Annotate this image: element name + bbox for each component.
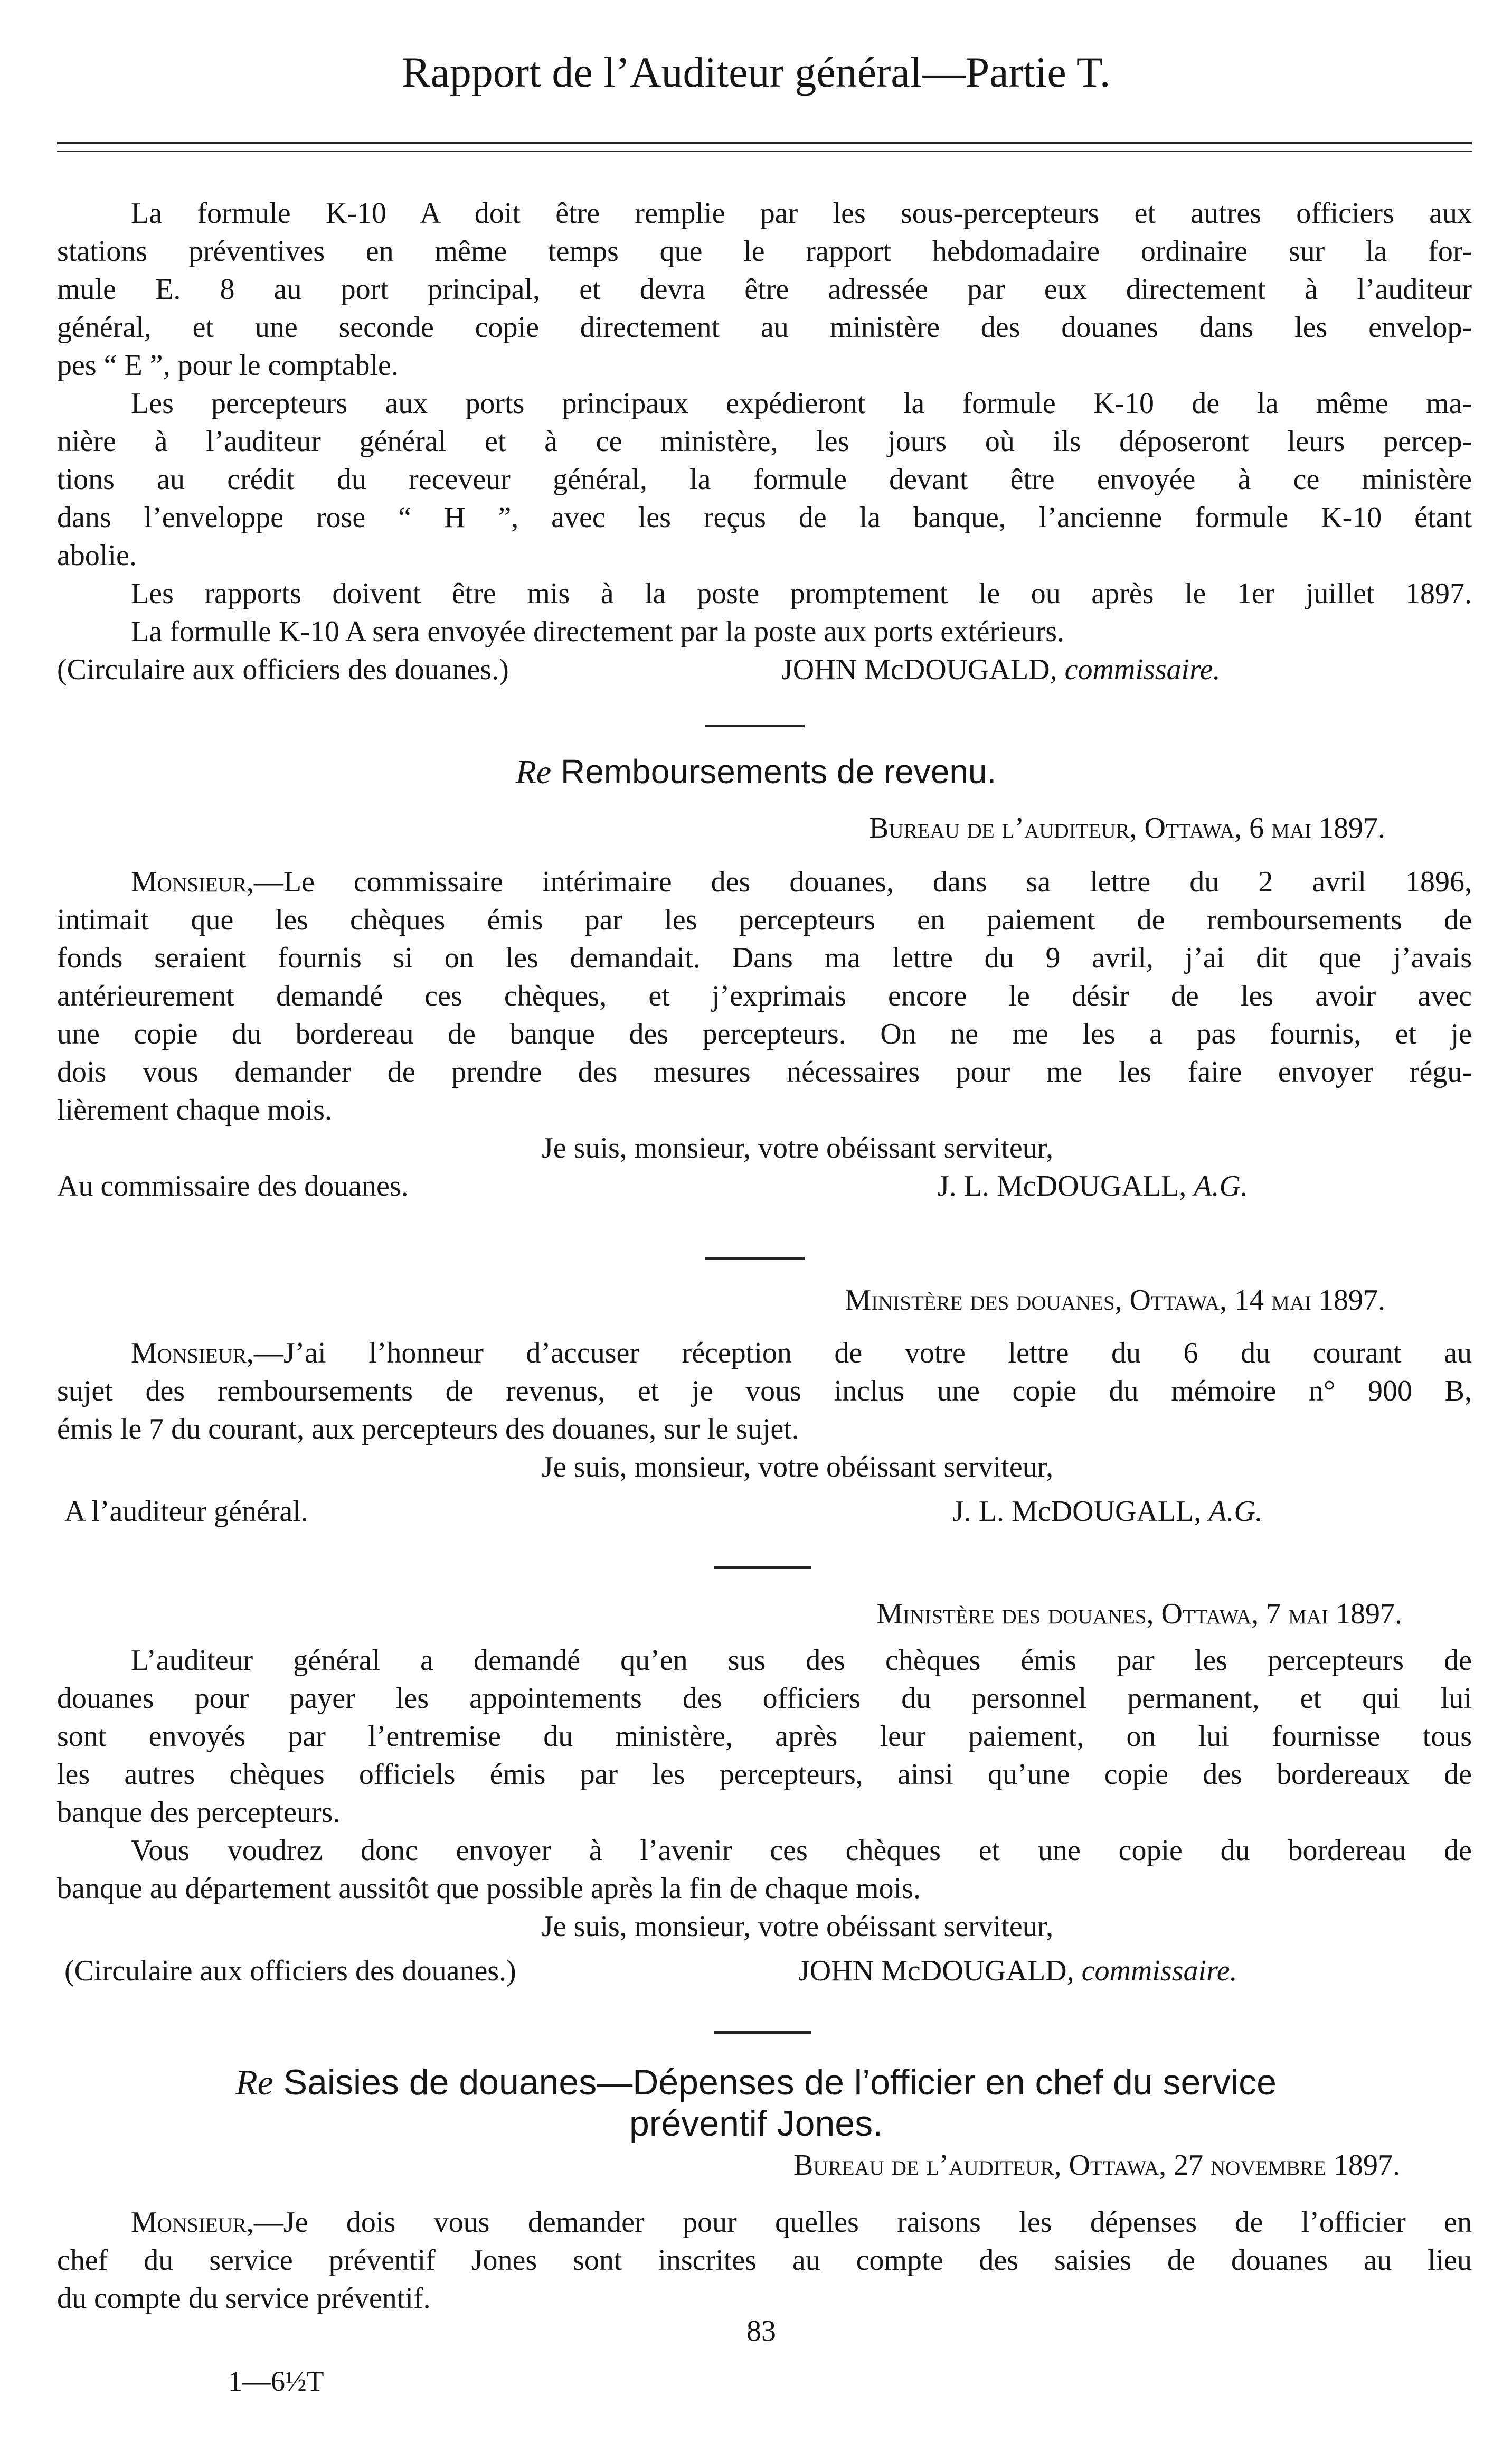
paragraph-line: émis le 7 du courant, aux percepteurs des douanes, sur le sujet. [57, 1413, 799, 1445]
paragraph-line: du compte du service préventif. [57, 2282, 431, 2315]
paragraph-line: Vous voudrez donc envoyer à l’avenir ces chèques et une copie du bordereau de [131, 1834, 1472, 1867]
signatory-name [798, 1952, 1237, 1990]
paragraph-line: lièrement chaque mois. [57, 1094, 332, 1126]
paragraph-line: L’auditeur général a demandé qu’en sus des chèques émis par les percepteurs de [131, 1644, 1472, 1677]
dateline: Ministère des douanes, Ottawa, 14 mai 1897. [845, 1284, 1385, 1317]
addressee-line [57, 1492, 1472, 1530]
signatory: J. L. McDOUGALL, [938, 1170, 1187, 1202]
paragraph-line: banque des percepteurs. [57, 1796, 341, 1829]
paragraph-line: chef du service préventif Jones sont inscrites au compte des saisies de douanes au lieu [57, 2244, 1472, 2277]
section-title: Remboursements de revenu. [560, 753, 997, 791]
paragraph-line [57, 2203, 1472, 2241]
section-separator [714, 1566, 811, 1569]
paragraph-line: La formule K-10 A doit être remplie par les sous-percepteurs et autres officiers aux [131, 197, 1472, 230]
paragraph-line [57, 1334, 1472, 1372]
closing: Je suis, monsieur, votre obéissant serviteur, [542, 1451, 1054, 1483]
circular-signature-line [57, 1952, 1472, 1990]
section-heading-line2: préventif Jones. [629, 2103, 883, 2144]
text: —J’ai l’honneur d’accuser réception de votre lettre du 6 du courant au [253, 1337, 1472, 1369]
signature [952, 1492, 1263, 1530]
signatory-title: commissaire. [1081, 1955, 1237, 1987]
signature [938, 1167, 1248, 1205]
addressee: A l’auditeur général. [64, 1495, 308, 1528]
paragraph-line: nière à l’auditeur général et à ce ministère, les jours où ils déposeront leurs percep- [57, 425, 1472, 458]
paragraph-line: Les rapports doivent être mis à la poste promptement le ou après le 1er juillet 1897. [131, 577, 1472, 610]
section-separator [705, 1257, 805, 1260]
salutation: Monsieur, [131, 866, 254, 898]
paragraph-line: stations préventives en même temps que le rapport hebdomadaire ordinaire sur la for- [57, 235, 1472, 268]
paragraph-line: les autres chèques officiels émis par les percepteurs, ainsi qu’une copie des bordereaux de [57, 1758, 1472, 1791]
paragraph-line: douanes pour payer les appointements des officiers du personnel permanent, et qui lui [57, 1682, 1472, 1715]
paragraph-line: mule E. 8 au port principal, et devra être adressée par eux directement à l’auditeur [57, 273, 1472, 306]
paragraph-line: tions au crédit du receveur général, la formule devant être envoyée à ce ministère [57, 463, 1472, 496]
salutation: Monsieur, [131, 2206, 254, 2239]
paragraph-line: banque au département aussitôt que possible après la fin de chaque mois. [57, 1872, 921, 1905]
signatory: J. L. McDOUGALL, [952, 1495, 1202, 1528]
header-rule-top [57, 142, 1472, 144]
paragraph-line: La formulle K-10 A sera envoyée directement par la poste aux ports extérieurs. [131, 615, 1065, 648]
re-prefix: Re [515, 753, 552, 791]
paragraph-line: général, et une seconde copie directement au ministère des douanes dans les envelop- [57, 311, 1472, 344]
paragraph-line [57, 863, 1472, 901]
page-number: 83 [746, 2315, 776, 2347]
section-separator [714, 2031, 811, 2034]
header-rule-bottom [57, 151, 1472, 152]
circular-signature-line [57, 651, 1472, 689]
signatory: JOHN McDOUGALD, [798, 1955, 1074, 1987]
signatory-title: A.G. [1208, 1495, 1263, 1528]
section-heading [0, 752, 1512, 792]
text: —Je dois vous demander pour quelles raisons les dépenses de l’officier en [253, 2206, 1472, 2239]
paragraph-line: abolie. [57, 539, 137, 572]
paragraph-line: dans l’enveloppe rose “ H ”, avec les reçus de la banque, l’ancienne formule K-10 étant [57, 501, 1472, 534]
paragraph-line: sujet des remboursements de revenus, et je vous inclus une copie du mémoire n° 900 B, [57, 1375, 1472, 1407]
running-header: Rapport de l’Auditeur général—Partie T. [401, 48, 1111, 96]
re-prefix: Re [235, 2062, 273, 2102]
paragraph-line: pes “ E ”, pour le comptable. [57, 349, 399, 382]
section-heading [0, 2062, 1512, 2103]
paragraph-line: intimait que les chèques émis par les percepteurs en paiement de remboursements de [57, 904, 1472, 936]
dateline: Ministère des douanes, Ottawa, 7 mai 1897. [876, 1598, 1402, 1630]
section-separator [705, 725, 805, 727]
closing: Je suis, monsieur, votre obéissant serviteur, [542, 1132, 1054, 1164]
signatory: JOHN McDOUGALD, [781, 653, 1057, 686]
dateline: Bureau de l’auditeur, Ottawa, 6 mai 1897. [869, 812, 1385, 844]
text: —Le commissaire intérimaire des douanes, dans sa lettre du 2 avril 1896, [253, 866, 1472, 898]
paragraph-line: antérieurement demandé ces chèques, et j’exprimais encore le désir de les avoir avec [57, 980, 1472, 1012]
section-title: Saisies de douanes—Dépenses de l’officier en chef du service [283, 2062, 1277, 2102]
circular-note: (Circulaire aux officiers des douanes.) [64, 1955, 516, 1987]
closing: Je suis, monsieur, votre obéissant serviteur, [542, 1910, 1054, 1943]
addressee: Au commissaire des douanes. [57, 1170, 409, 1202]
salutation: Monsieur, [131, 1337, 254, 1369]
signatory-title: A.G. [1194, 1170, 1248, 1202]
paragraph-line: dois vous demander de prendre des mesures nécessaires pour me les faire envoyer régu- [57, 1056, 1472, 1088]
paragraph-line: fonds seraient fournis si on les demandait. Dans ma lettre du 9 avril, j’ai dit que j’avais [57, 942, 1472, 974]
paragraph-line: sont envoyés par l’entremise du ministère, après leur paiement, on lui fournisse tous [57, 1720, 1472, 1753]
addressee-line [57, 1167, 1472, 1205]
signatory-name [781, 651, 1221, 689]
paragraph-line: une copie du bordereau de banque des percepteurs. On ne me les a pas fournis, et je [57, 1018, 1472, 1050]
signatory-title: commissaire. [1064, 653, 1221, 686]
paragraph-line: Les percepteurs aux ports principaux expédieront la formule K-10 de la même ma- [131, 387, 1472, 420]
dateline: Bureau de l’auditeur, Ottawa, 27 novembre 1897. [793, 2149, 1400, 2182]
signature-mark: 1—6½T [228, 2365, 324, 2397]
circular-note: (Circulaire aux officiers des douanes.) [57, 653, 509, 686]
